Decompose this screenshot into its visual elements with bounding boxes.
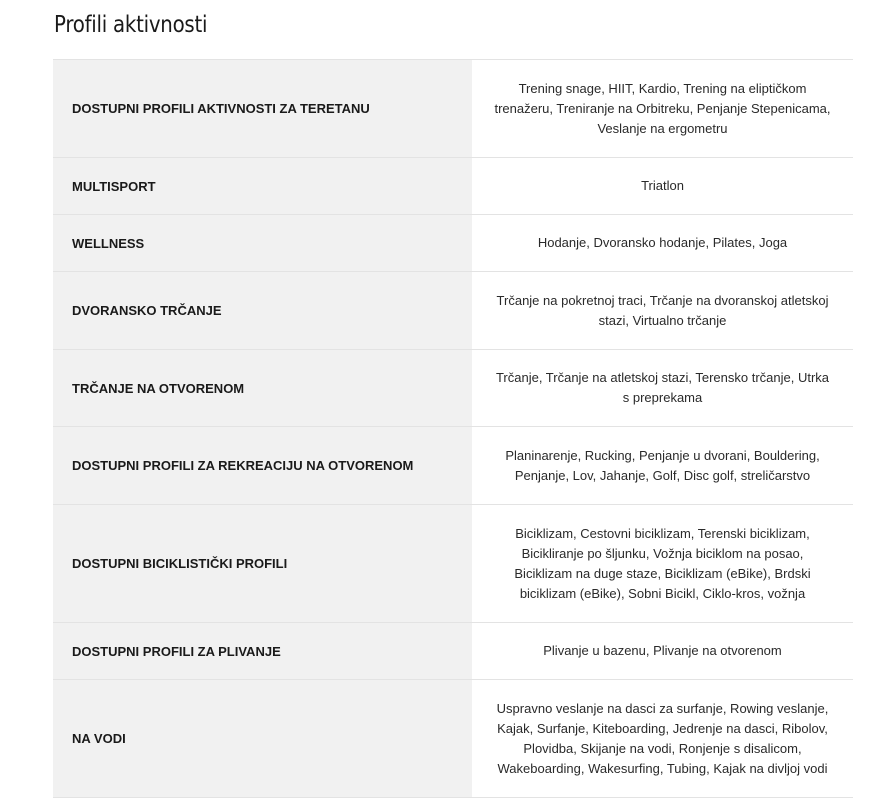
row-label: MULTISPORT	[53, 158, 472, 215]
table-row	[53, 623, 853, 680]
row-label: DOSTUPNI PROFILI ZA REKREACIJU NA OTVORENOM	[53, 427, 472, 505]
row-value: Biciklizam, Cestovni biciklizam, Terenski biciklizam, Bicikliranje po šljunku, Vožnja biciklom na posao, Biciklizam na duge staze, Biciklizam (eBike), Brdski biciklizam (eBike), Sobni Bicikl, Ciklo-kros, vožnja	[472, 505, 853, 623]
table-row	[53, 680, 853, 798]
table-row	[53, 427, 853, 505]
row-value: Uspravno veslanje na dasci za surfanje, Rowing veslanje, Kajak, Surfanje, Kiteboarding, Jedrenje na dasci, Ribolov, Plovidba, Skijanje na vodi, Ronjenje s disalicom, Wakeboarding, Wakesurfing, Tubing, Kajak na divljoj vodi	[472, 680, 853, 798]
row-label: WELLNESS	[53, 215, 472, 272]
row-label: DVORANSKO TRČANJE	[53, 272, 472, 350]
row-label: DOSTUPNI PROFILI ZA PLIVANJE	[53, 623, 472, 680]
row-value: Planinarenje, Rucking, Penjanje u dvorani, Bouldering, Penjanje, Lov, Jahanje, Golf, Disc golf, streličarstvo	[472, 427, 853, 505]
row-label: DOSTUPNI PROFILI AKTIVNOSTI ZA TERETANU	[53, 60, 472, 158]
section-title: Profili aktivnosti	[54, 12, 208, 38]
activity-profiles-table	[53, 59, 853, 798]
row-label: NA VODI	[53, 680, 472, 798]
row-value: Trčanje, Trčanje na atletskoj stazi, Terensko trčanje, Utrka s preprekama	[472, 350, 853, 427]
row-value: Trčanje na pokretnoj traci, Trčanje na dvoranskoj atletskoj stazi, Virtualno trčanje	[472, 272, 853, 350]
row-value: Hodanje, Dvoransko hodanje, Pilates, Joga	[472, 215, 853, 272]
row-value: Trening snage, HIIT, Kardio, Trening na eliptičkom trenažeru, Treniranje na Orbitreku, Penjanje Stepenicama, Veslanje na ergometru	[472, 60, 853, 158]
table-row	[53, 215, 853, 272]
row-value: Triatlon	[472, 158, 853, 215]
table-row	[53, 272, 853, 350]
row-label: TRČANJE NA OTVORENOM	[53, 350, 472, 427]
table-row	[53, 158, 853, 215]
table-row	[53, 350, 853, 427]
row-value: Plivanje u bazenu, Plivanje na otvorenom	[472, 623, 853, 680]
row-label: DOSTUPNI BICIKLISTIČKI PROFILI	[53, 505, 472, 623]
table-row	[53, 60, 853, 158]
table-row	[53, 505, 853, 623]
